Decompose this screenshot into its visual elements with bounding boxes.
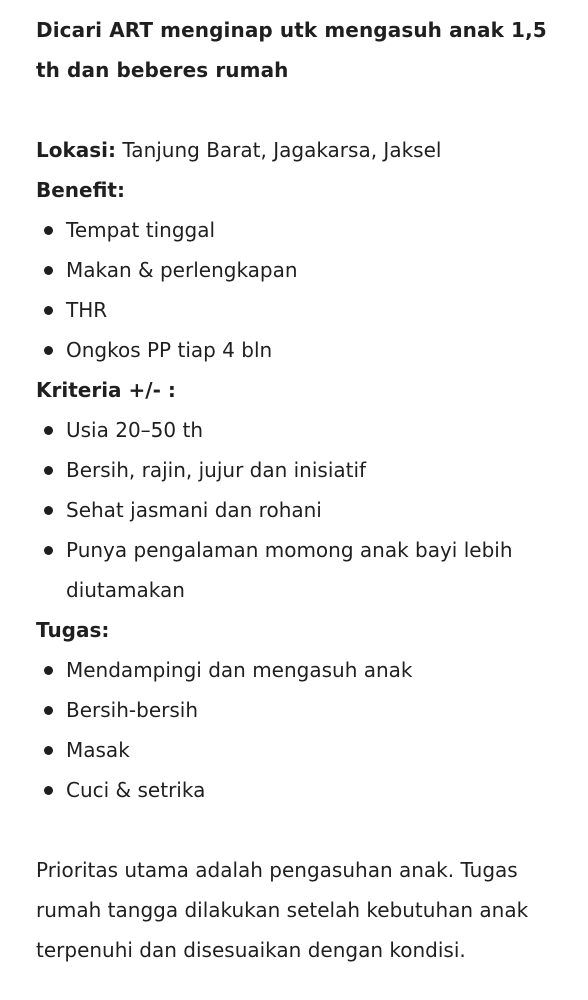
criteria-heading: Kriteria +/- : [36,378,176,402]
list-item [36,650,550,690]
list-item [36,730,550,770]
list-item-text: Bersih-bersih [66,698,198,722]
list-item-text: Makan & perlengkapan [66,258,298,282]
spacer [36,810,550,850]
bullet-icon [44,306,53,315]
bullet-icon [44,786,53,795]
tasks-heading: Tugas: [36,618,110,642]
list-item [36,410,550,450]
location-value: Tanjung Barat, Jagakarsa, Jaksel [116,138,442,162]
criteria-list [36,410,550,610]
list-item [36,770,550,810]
list-item [36,290,550,330]
list-item-text: Tempat tinggal [66,218,216,242]
list-item [36,250,550,290]
bullet-icon [44,226,53,235]
list-item [36,490,550,530]
bullet-icon [44,506,53,515]
location-label: Lokasi: [36,138,117,162]
tasks-list [36,650,550,810]
list-item-text: Ongkos PP tiap 4 bln [66,338,273,362]
bullet-icon [44,266,53,275]
list-item-text: Masak [66,738,130,762]
bullet-icon [44,346,53,355]
bullet-icon [44,666,53,675]
list-item-text: Bersih, rajin, jujur dan inisiatif [66,458,367,482]
benefit-list [36,210,550,370]
priority-note: Prioritas utama adalah pengasuhan anak. Tugas rumah tangga dilakukan setelah kebutuhan anak terpenuhi dan disesuaikan dengan kondisi. [36,858,529,962]
list-item-text: Cuci & setrika [66,778,206,802]
bullet-icon [44,746,53,755]
bullet-icon [44,466,53,475]
list-item [36,530,550,610]
post-title: Dicari ART menginap utk mengasuh anak 1,5 th dan beberes rumah [36,18,547,82]
benefit-heading: Benefit: [36,178,125,202]
list-item-text: Usia 20–50 th [66,418,204,442]
bullet-icon [44,426,53,435]
bullet-icon [44,546,53,555]
list-item [36,210,550,250]
list-item-text: Sehat jasmani dan rohani [66,498,322,522]
location-line [36,130,550,170]
list-item-text: THR [66,298,108,322]
bullet-icon [44,706,53,715]
spacer [36,90,550,130]
list-item-text: Punya pengalaman momong anak bayi lebih diutamakan [66,538,513,602]
list-item [36,690,550,730]
list-item [36,450,550,490]
list-item [36,330,550,370]
list-item-text: Mendampingi dan mengasuh anak [66,658,413,682]
